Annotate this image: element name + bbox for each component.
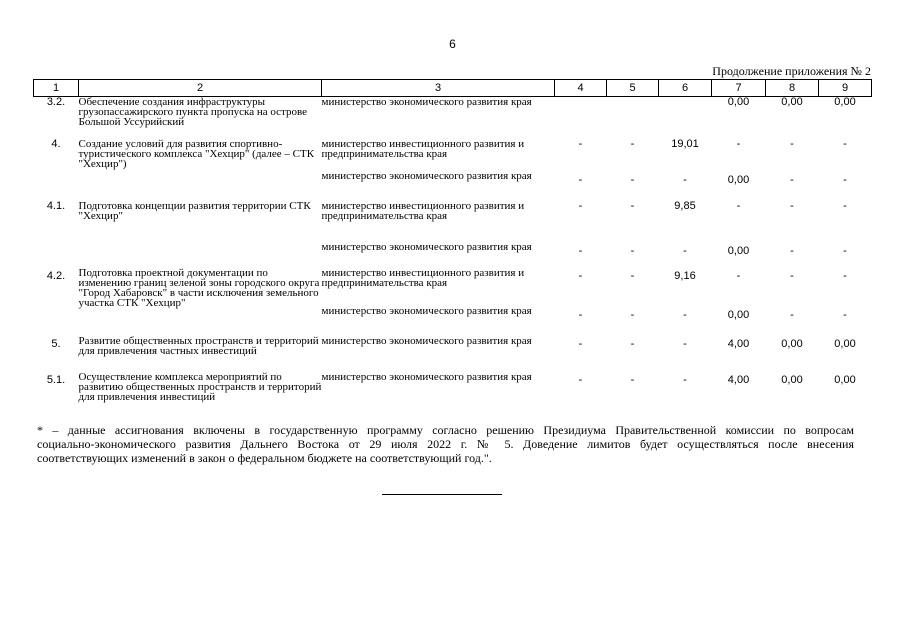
col-header-1: 1 <box>34 80 79 97</box>
appendix-table <box>33 79 872 416</box>
value-col8: - <box>790 199 794 212</box>
value-col7: 0,00 <box>727 96 750 108</box>
measure-name: Осуществление комплекса мероприятий по развитию общественных пространств и территорий для привлечения инвестиций <box>78 370 322 403</box>
row-number: 5.1. <box>46 373 66 386</box>
value-col9: - <box>843 269 847 282</box>
value-col7: 0,00 <box>727 308 750 321</box>
value-col5 <box>607 97 659 139</box>
value-col5: - <box>630 199 635 212</box>
value-col6: 9,85 <box>674 199 696 212</box>
value-col5: - <box>630 269 635 282</box>
table-row <box>34 97 872 139</box>
executor: министерство экономического развития края <box>321 96 532 108</box>
header-row <box>34 80 872 97</box>
value-col9: 0,00 <box>834 373 856 386</box>
executor: министерство инвестиционного развития и предпринимательства края <box>321 266 525 289</box>
executor: министерство инвестиционного развития и предпринимательства края <box>321 199 525 222</box>
value-col7: 0,00 <box>727 173 750 186</box>
value-col4: - <box>578 373 583 386</box>
table-row <box>34 372 872 416</box>
value-col4: - <box>578 137 583 150</box>
table-row <box>34 139 872 171</box>
value-col4: - <box>578 269 583 282</box>
row-number: 4. <box>51 137 61 150</box>
value-col9: 0,00 <box>834 96 856 108</box>
col-header-4: 4 <box>555 80 607 97</box>
value-col8: - <box>790 244 794 257</box>
value-col6: 19,01 <box>671 137 699 150</box>
value-col4: - <box>578 337 583 350</box>
value-col5: - <box>630 173 635 186</box>
value-col8: - <box>790 308 794 321</box>
value-col6: 9,16 <box>674 269 696 282</box>
value-col7: 4,00 <box>727 337 750 350</box>
value-col9: - <box>843 137 847 150</box>
value-col9: - <box>843 308 847 321</box>
value-col9: - <box>843 173 847 186</box>
value-col5: - <box>630 244 635 257</box>
value-col8: 0,00 <box>781 373 803 386</box>
value-col9: - <box>843 244 847 257</box>
page-number: 6 <box>449 37 456 51</box>
col-header-9: 9 <box>819 80 872 97</box>
value-col6: - <box>683 244 687 257</box>
value-col9: - <box>843 199 847 212</box>
value-col8: 0,00 <box>781 337 803 350</box>
executor: министерство экономического развития края <box>321 334 532 347</box>
measure-name: Развитие общественных пространств и территорий для привлечения частных инвестиций <box>78 334 319 357</box>
col-header-3: 3 <box>322 80 555 97</box>
col-header-6: 6 <box>659 80 712 97</box>
value-col6: - <box>683 308 687 321</box>
row-number: 4.2. <box>46 269 66 282</box>
value-col7: - <box>736 137 741 150</box>
footnote-line: соответствующих изменений в закон о федеральном бюджете на соответствующий год.". <box>37 451 492 465</box>
col-header-8: 8 <box>766 80 819 97</box>
value-col8: - <box>790 269 794 282</box>
footnote-line: социально-экономического развития Дальнего Востока от 29 июля 2022 г. № 5. Доведение лимитов будет осуществляться после внесения <box>37 437 854 451</box>
row-number: 3.2. <box>46 96 66 108</box>
table-row <box>34 201 872 242</box>
value-col7: - <box>736 269 741 282</box>
executor: министерство инвестиционного развития и предпринимательства края <box>321 137 525 160</box>
footnote-line: * – данные ассигнования включены в государственную программу согласно решению Президиума Правительственной комиссии по вопросам <box>37 423 854 437</box>
executor: министерство экономического развития края <box>321 304 532 317</box>
value-col7: 4,00 <box>727 373 750 386</box>
value-col8: 0,00 <box>781 96 803 108</box>
footnote <box>37 423 854 465</box>
measure-name: Подготовка концепции развития территории СТК "Хехцир" <box>78 199 311 222</box>
value-col4: - <box>578 199 583 212</box>
value-col6: - <box>683 337 687 350</box>
value-col6: - <box>683 373 687 386</box>
closing-rule <box>382 494 502 495</box>
value-col5: - <box>630 373 635 386</box>
executor: министерство экономического развития края <box>321 370 532 383</box>
value-col5: - <box>630 337 635 350</box>
table-row <box>34 336 872 372</box>
value-col7: 0,00 <box>727 244 750 257</box>
table-row <box>34 268 872 306</box>
value-col7: - <box>736 199 741 212</box>
value-col8: - <box>790 173 794 186</box>
executor: министерство экономического развития края <box>321 169 532 182</box>
value-col6 <box>659 97 712 139</box>
value-col9: 0,00 <box>834 337 856 350</box>
value-col8: - <box>790 137 794 150</box>
value-col4: - <box>578 244 583 257</box>
continuation-label: Продолжение приложения № 2 <box>712 64 871 78</box>
col-header-5: 5 <box>607 80 659 97</box>
row-number: 5. <box>51 337 61 350</box>
col-header-2: 2 <box>79 80 322 97</box>
value-col4: - <box>578 173 583 186</box>
measure-name: Обеспечение создания инфраструктуры грузопассажирского пункта пропуска на острове Большой Уссурийский <box>78 96 307 128</box>
value-col5: - <box>630 308 635 321</box>
executor: министерство экономического развития края <box>321 240 532 253</box>
measure-name: Создание условий для развития спортивно-туристического комплекса "Хехцир" (далее – СТК "Хехцир") <box>78 137 315 170</box>
measure-name: Подготовка проектной документации по изменению границ зеленой зоны городского округа "Город Хабаровск" в части исключения земельного участка СТК "Хехцир" <box>78 266 320 309</box>
row-number: 4.1. <box>46 199 66 212</box>
value-col6: - <box>683 173 687 186</box>
value-col4 <box>555 97 607 139</box>
col-header-7: 7 <box>712 80 766 97</box>
value-col5: - <box>630 137 635 150</box>
value-col4: - <box>578 308 583 321</box>
